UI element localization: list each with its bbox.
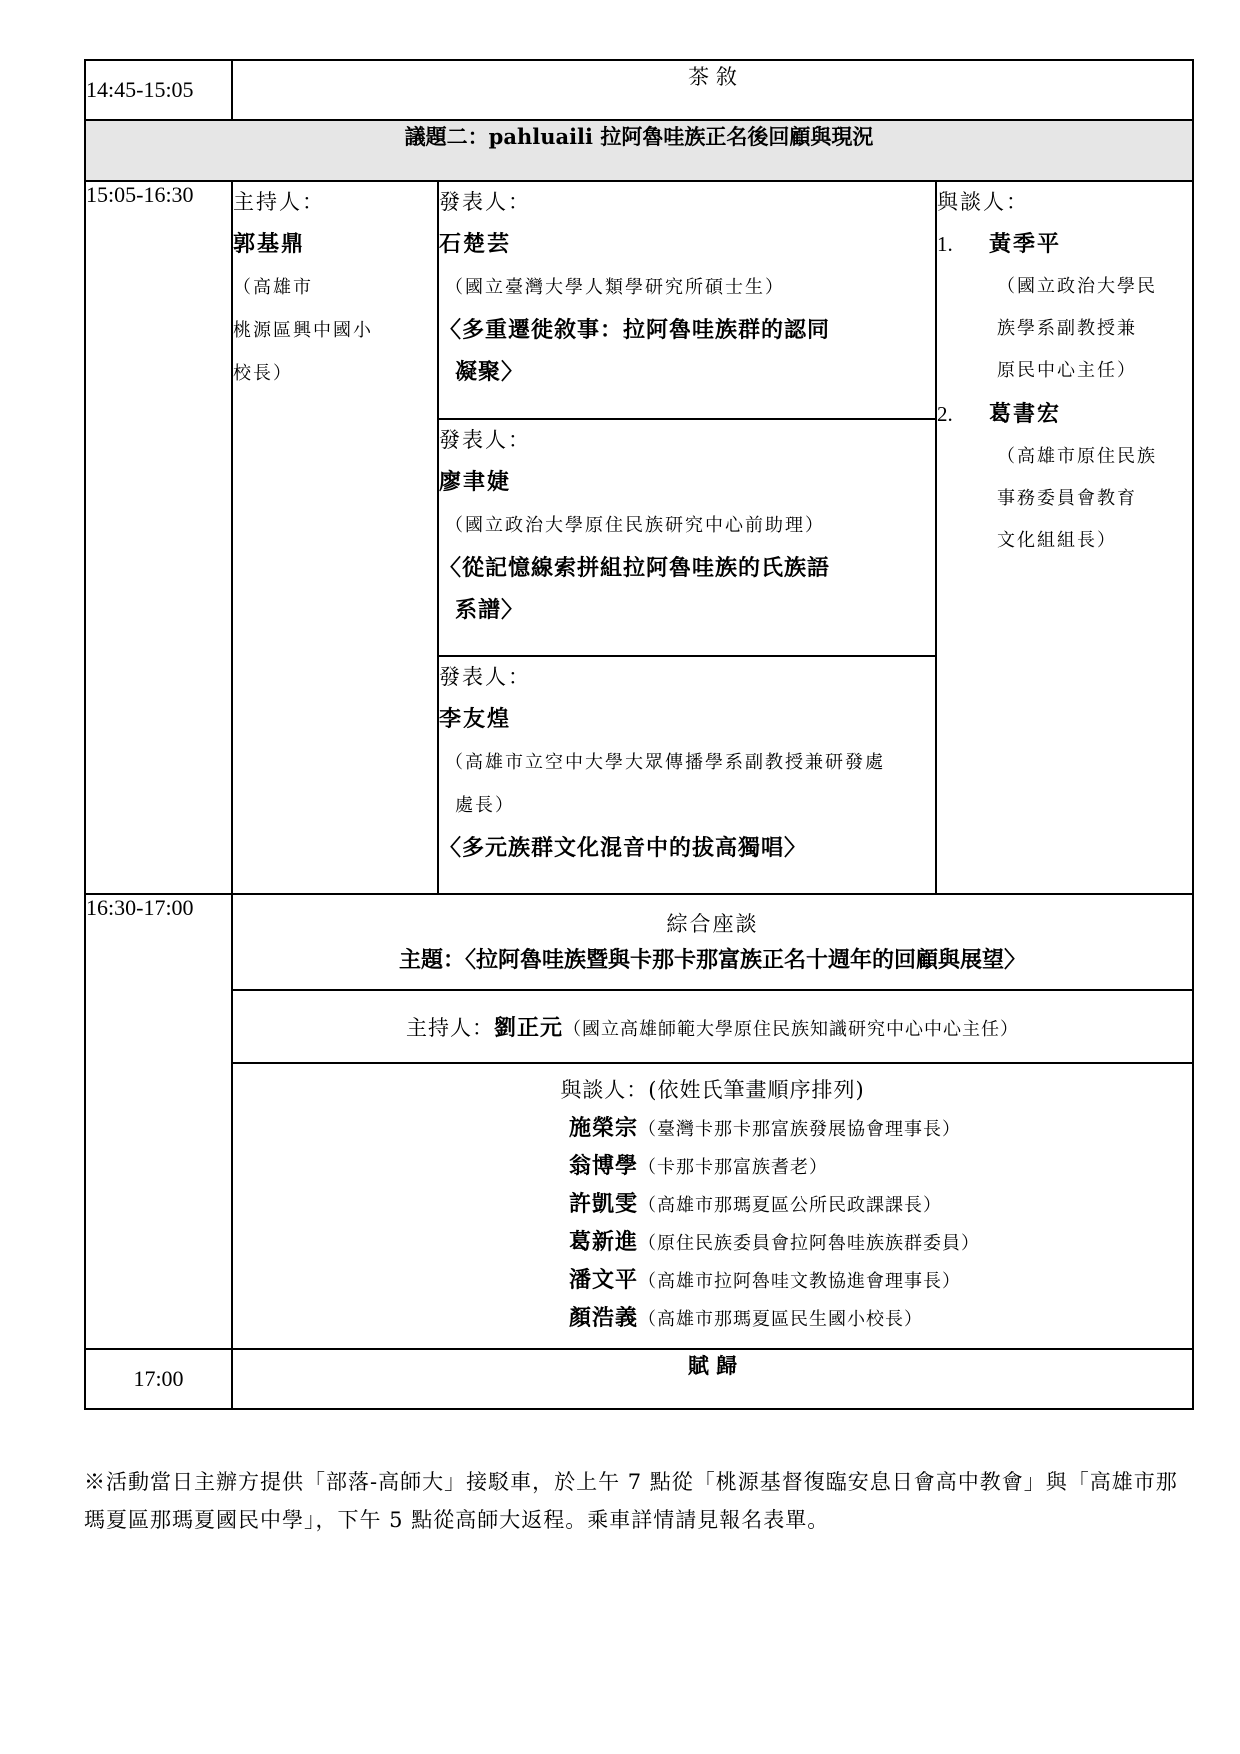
talk-title-line: 〈多元族群文化混音中的拔高獨唱〉: [439, 835, 808, 861]
moderator-affiliation-3: 校長）: [233, 363, 293, 384]
moderator-label: 主持人：: [233, 190, 325, 214]
talk-title-line: 凝聚〉: [455, 359, 525, 385]
presenter-label: 發表人：: [439, 428, 531, 452]
panelist-item: [937, 222, 1192, 392]
presenter-affiliation: （國立臺灣大學人類學研究所碩士生）: [445, 277, 785, 298]
forum-moderator-row: [85, 990, 1193, 1063]
forum-moderator-label: 主持人：: [406, 1016, 494, 1040]
presenter-label: 發表人：: [439, 665, 531, 689]
moderator-affiliation-1: （高雄市: [233, 277, 313, 298]
closing-row: [85, 1349, 1193, 1409]
panelist-item: [937, 392, 1192, 562]
panelist-affiliation: （國立政治大學民: [997, 276, 1157, 297]
moderator-cell: [232, 181, 438, 894]
tea-break-row: [85, 60, 1193, 120]
forum-theme: 主題：〈拉阿魯哇族暨與卡那卡那富族正名十週年的回顧與展望〉: [399, 947, 1027, 973]
panelist-affiliation: 事務委員會教育: [997, 488, 1137, 509]
panelist-number: 2.: [937, 402, 953, 426]
presenter-affiliation: 處長）: [455, 795, 515, 816]
closing-label: 賦 歸: [687, 1353, 738, 1378]
discussant-name: 顏浩義: [569, 1305, 639, 1331]
panelist-affiliation: 文化組組長）: [997, 530, 1117, 551]
discussant-affiliation: （臺灣卡那卡那富族發展協會理事長）: [638, 1119, 962, 1140]
presenter-cell-2: [438, 419, 936, 656]
presenter-name: 石楚芸: [439, 231, 512, 257]
session-row: [85, 181, 1193, 419]
panelists-cell: [936, 181, 1193, 894]
presenter-cell-3: [438, 656, 936, 894]
session-time: 15:05-16:30: [85, 181, 232, 894]
discussant-item: [569, 1186, 1192, 1224]
discussant-name: 許凱雯: [569, 1191, 639, 1217]
discussant-item: [569, 1148, 1192, 1186]
moderator-name: 郭基鼎: [233, 231, 306, 257]
discussants-header: 與談人：(依姓氏筆畫順序排列): [560, 1078, 865, 1102]
discussant-affiliation: （高雄市那瑪夏區公所民政課課長）: [638, 1195, 943, 1216]
panelist-affiliation: （高雄市原住民族: [997, 446, 1157, 467]
discussant-name: 葛新進: [569, 1229, 639, 1255]
talk-title-line: 〈多重遷徙敘事：拉阿魯哇族群的認同: [439, 317, 831, 343]
moderator-affiliation-2: 桃源區興中國小: [233, 320, 373, 341]
presenter-affiliation: （國立政治大學原住民族研究中心前助理）: [445, 515, 825, 536]
tea-break-label: [232, 60, 1193, 120]
presenter-cell-1: [438, 181, 936, 419]
panelists-label: 與談人：: [937, 190, 1029, 214]
forum-title-cell: [232, 894, 1193, 990]
forum-time: 16:30-17:00: [85, 894, 232, 1349]
panelist-affiliation: 原民中心主任）: [997, 360, 1137, 381]
discussant-affiliation: （高雄市那瑪夏區民生國小校長）: [638, 1309, 924, 1330]
discussant-affiliation: （原住民族委員會拉阿魯哇族族群委員）: [638, 1233, 981, 1254]
discussant-item: [569, 1300, 1192, 1338]
discussant-item: [569, 1110, 1192, 1148]
panelist-name: 黃季平: [989, 231, 1062, 257]
panelist-number: 1.: [937, 232, 953, 256]
forum-moderator-affiliation: （國立高雄師範大學原住民族知識研究中心中心主任）: [563, 1019, 1020, 1040]
topic-header: 議題二：pahluaili 拉阿魯哇族正名後回顧與現況: [85, 120, 1193, 181]
talk-title: [439, 309, 935, 393]
forum-discussants-cell: [232, 1063, 1193, 1349]
panelist-name: 葛書宏: [989, 401, 1062, 427]
discussant-affiliation: （卡那卡那富族耆老）: [638, 1157, 829, 1178]
discussant-item: [569, 1224, 1192, 1262]
time-cell: 14:45-15:05: [85, 60, 232, 120]
talk-title-line: 〈從記憶線索拼組拉阿魯哇族的氏族語: [439, 555, 831, 581]
discussant-item: [569, 1262, 1192, 1300]
forum-moderator-cell: [232, 990, 1193, 1063]
discussants-list: [233, 1110, 1192, 1348]
presenter-affiliation: （高雄市立空中大學大眾傳播學系副教授兼研發處: [445, 752, 885, 773]
discussant-name: 施榮宗: [569, 1115, 639, 1141]
agenda-table: [84, 59, 1194, 1410]
forum-moderator-name: 劉正元: [494, 1015, 564, 1041]
shuttle-note: ※活動當日主辦方提供「部落-高師大」接駁車，於上午 7 點從「桃源基督復臨安息日會高中教會」與「高雄市那瑪夏區那瑪夏國民中學」，下午 5 點從高師大返程。乘車詳情請見報名表單。: [84, 1470, 1178, 1532]
talk-title-line: 系譜〉: [455, 597, 525, 623]
discussant-name: 翁博學: [569, 1153, 639, 1179]
forum-row: [85, 894, 1193, 990]
tea-break-text: 茶 敘: [688, 65, 737, 89]
discussant-name: 潘文平: [569, 1267, 639, 1293]
discussant-affiliation: （高雄市拉阿魯哇文教協進會理事長）: [638, 1271, 962, 1292]
forum-discussants-row: [85, 1063, 1193, 1349]
panelist-affiliation: 族學系副教授兼: [997, 318, 1137, 339]
closing-time: 17:00: [85, 1349, 232, 1409]
presenter-name: 李友煌: [439, 706, 512, 732]
forum-title: 綜合座談: [666, 912, 759, 936]
closing-label-cell: [232, 1349, 1193, 1409]
talk-title: [439, 827, 935, 869]
presenter-label: 發表人：: [439, 190, 531, 214]
topic-header-row: [85, 120, 1193, 181]
talk-title: [439, 547, 935, 631]
presenter-name: 廖聿婕: [439, 469, 512, 495]
forum-moderator: [233, 1011, 1192, 1042]
